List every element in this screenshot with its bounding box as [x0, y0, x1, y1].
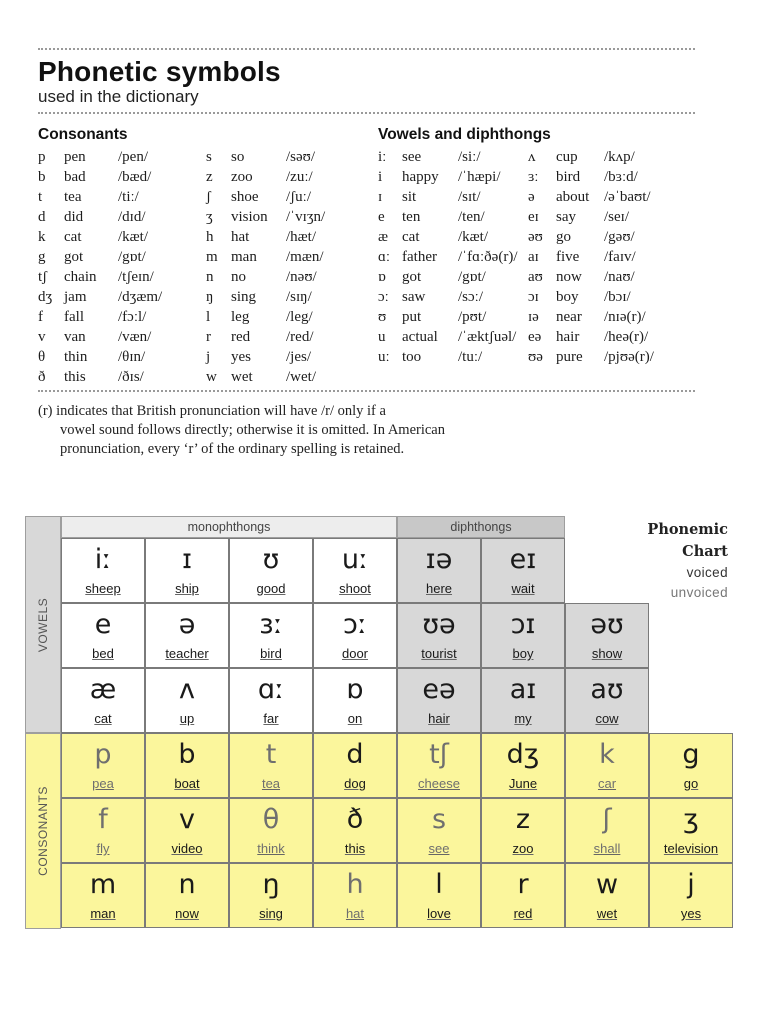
symbol: ʌ — [528, 149, 536, 165]
transcription: /nəʊ/ — [286, 269, 317, 285]
symbol: i — [378, 169, 383, 185]
example-word: go — [556, 229, 571, 245]
phoneme-cell — [145, 538, 229, 603]
symbol: ʊə — [528, 349, 543, 365]
transcription: /ten/ — [458, 209, 485, 225]
phoneme-cell — [481, 603, 565, 668]
phoneme-symbol: g — [682, 739, 700, 770]
symbol: æ — [378, 229, 389, 245]
symbol: ɑː — [378, 249, 391, 265]
example-word: ship — [175, 581, 199, 596]
example-word: ten — [402, 209, 421, 225]
example-word: did — [64, 209, 84, 225]
example-word: wet — [596, 906, 618, 921]
phoneme-symbol: eɪ — [509, 544, 537, 575]
phoneme-cell — [397, 733, 481, 798]
diphthongs-header: diphthongs — [397, 516, 565, 538]
phoneme-cell — [145, 863, 229, 928]
symbol: ʃ — [206, 189, 211, 205]
symbol: ɜː — [528, 169, 539, 185]
phoneme-cell — [481, 798, 565, 863]
example-word: June — [508, 776, 538, 791]
symbol: g — [38, 249, 46, 265]
phoneme-symbol: ð — [346, 804, 364, 835]
transcription: /gɒt/ — [118, 249, 146, 265]
symbol: ŋ — [206, 289, 214, 305]
example-word: cat — [64, 229, 82, 245]
phoneme-symbol: aʊ — [590, 674, 624, 705]
example-word: go — [683, 776, 699, 791]
legend-title: Chart — [682, 543, 728, 560]
example-word: love — [427, 906, 451, 921]
example-word: van — [64, 329, 86, 345]
example-word: yes — [231, 349, 251, 365]
phoneme-symbol: ʊ — [262, 544, 280, 575]
symbol: aɪ — [528, 249, 539, 265]
footnote-line: vowel sound follows directly; otherwise it is omitted. In American — [60, 422, 445, 438]
symbol: j — [206, 349, 211, 365]
example-word: think — [257, 841, 285, 856]
example-word: video — [171, 841, 203, 856]
transcription: /dʒæm/ — [118, 289, 163, 305]
symbol: h — [206, 229, 214, 245]
example-word: boy — [512, 646, 534, 661]
phoneme-symbol: ŋ — [262, 869, 280, 900]
phoneme-cell — [481, 668, 565, 733]
phoneme-cell — [61, 733, 145, 798]
symbol: z — [206, 169, 213, 185]
example-word: bed — [92, 646, 114, 661]
transcription: /pen/ — [118, 149, 148, 165]
example-word: here — [425, 581, 453, 596]
symbol: d — [38, 209, 46, 225]
transcription: /tuː/ — [458, 349, 483, 365]
example-word: hat — [231, 229, 250, 245]
example-word: cat — [402, 229, 420, 245]
example-word: man — [90, 906, 116, 921]
phoneme-symbol: r — [517, 869, 529, 900]
example-word: my — [514, 711, 532, 726]
top-divider — [38, 48, 695, 50]
phoneme-symbol: n — [178, 869, 196, 900]
phoneme-symbol: ʃ — [602, 804, 612, 835]
transcription: /kæt/ — [118, 229, 149, 245]
transcription: /nɪə(r)/ — [604, 309, 646, 325]
phoneme-cell — [565, 668, 649, 733]
example-word: father — [402, 249, 437, 265]
transcription: /səʊ/ — [286, 149, 316, 165]
phoneme-cell — [229, 798, 313, 863]
symbol: ɔː — [378, 289, 389, 305]
example-word: now — [175, 906, 199, 921]
symbol: ɪ — [378, 189, 383, 205]
example-word: vision — [231, 209, 268, 225]
phoneme-symbol: w — [595, 869, 619, 900]
example-word: zoo — [512, 841, 534, 856]
consonants-heading: Consonants — [38, 126, 128, 143]
transcription: /faɪv/ — [604, 249, 636, 265]
phoneme-symbol: m — [89, 869, 117, 900]
example-word: cup — [556, 149, 578, 165]
symbol: ʒ — [206, 209, 213, 225]
example-word: pea — [92, 776, 114, 791]
symbol: tʃ — [38, 269, 48, 285]
phoneme-cell — [61, 798, 145, 863]
phoneme-cell — [649, 733, 733, 798]
phoneme-cell — [565, 733, 649, 798]
phoneme-cell — [649, 863, 733, 928]
example-word: cat — [94, 711, 112, 726]
example-word: about — [556, 189, 590, 205]
symbol: ɒ — [378, 269, 386, 285]
symbol: u — [378, 329, 386, 345]
phoneme-cell — [145, 603, 229, 668]
symbol: w — [206, 369, 217, 385]
phoneme-cell — [313, 668, 397, 733]
example-word: now — [556, 269, 582, 285]
example-word: zoo — [231, 169, 253, 185]
phoneme-symbol: ɪ — [181, 544, 193, 575]
phoneme-cell — [145, 798, 229, 863]
transcription: /red/ — [286, 329, 314, 345]
phoneme-symbol: ʌ — [179, 674, 195, 705]
phoneme-cell — [145, 733, 229, 798]
legend-unvoiced: unvoiced — [670, 585, 728, 600]
example-word: car — [597, 776, 617, 791]
transcription: /dɪd/ — [118, 209, 146, 225]
phoneme-cell — [397, 798, 481, 863]
example-word: sing — [231, 289, 257, 305]
symbol: k — [38, 229, 46, 245]
transcription: /gəʊ/ — [604, 229, 635, 245]
phoneme-symbol: ɜː — [259, 609, 283, 640]
phoneme-cell — [313, 863, 397, 928]
phoneme-symbol: f — [98, 804, 108, 835]
symbol: ð — [38, 369, 46, 385]
phoneme-symbol: ɒ — [346, 674, 364, 705]
transcription: /siː/ — [458, 149, 481, 165]
transcription: /zuː/ — [286, 169, 313, 185]
list-bottom-divider — [38, 390, 695, 392]
example-word: sheep — [85, 581, 121, 596]
phoneme-cell — [229, 538, 313, 603]
transcription: /heə(r)/ — [604, 329, 649, 345]
example-word: up — [179, 711, 195, 726]
symbol: iː — [378, 149, 387, 165]
example-word: so — [231, 149, 245, 165]
example-word: tourist — [421, 646, 457, 661]
example-word: jam — [64, 289, 87, 305]
phoneme-cell — [397, 863, 481, 928]
example-word: this — [64, 369, 86, 385]
phonemic-chart — [25, 516, 736, 929]
transcription: /əˈbaʊt/ — [604, 189, 651, 205]
symbol: eə — [528, 329, 542, 345]
transcription: /pjʊə(r)/ — [604, 349, 654, 365]
phoneme-symbol: b — [178, 739, 196, 770]
transcription: /kʌp/ — [604, 149, 635, 165]
example-word: near — [556, 309, 582, 325]
phoneme-cell — [481, 733, 565, 798]
phoneme-cell — [565, 603, 649, 668]
symbol: dʒ — [38, 289, 53, 305]
example-word: leg — [231, 309, 250, 325]
phoneme-symbol: ʊə — [422, 609, 456, 640]
phoneme-cell — [61, 603, 145, 668]
phoneme-symbol: tʃ — [429, 739, 449, 770]
phoneme-symbol: æ — [89, 674, 117, 705]
phoneme-symbol: θ — [262, 804, 280, 835]
symbol: s — [206, 149, 212, 165]
transcription: /tiː/ — [118, 189, 139, 205]
symbol: e — [378, 209, 385, 225]
symbol: m — [206, 249, 218, 265]
symbol: l — [206, 309, 211, 325]
transcription: /ˈvɪʒn/ — [286, 209, 326, 225]
transcription: /bæd/ — [118, 169, 152, 185]
phoneme-cell — [565, 863, 649, 928]
symbol: aʊ — [528, 269, 543, 285]
symbol: ʊ — [378, 309, 387, 325]
example-word: sing — [259, 906, 283, 921]
example-word: happy — [402, 169, 439, 185]
transcription: /jes/ — [286, 349, 311, 365]
example-word: this — [344, 841, 366, 856]
consonants-band-label: CONSONANTS — [36, 786, 50, 876]
phoneme-cell — [61, 538, 145, 603]
example-word: yes — [680, 906, 702, 921]
phoneme-cell — [397, 668, 481, 733]
example-word: actual — [402, 329, 438, 345]
phoneme-cell — [649, 798, 733, 863]
example-word: door — [341, 646, 369, 661]
symbol: ə — [528, 189, 535, 205]
transcription: /tʃeɪn/ — [118, 269, 154, 285]
example-word: too — [402, 349, 422, 365]
example-word: hat — [345, 906, 365, 921]
phoneme-cell — [61, 863, 145, 928]
example-word: boy — [556, 289, 579, 305]
example-word: wait — [511, 581, 535, 596]
vowels-band-label: VOWELS — [36, 597, 51, 652]
transcription: /ˈhæpi/ — [458, 169, 501, 185]
example-word: bad — [64, 169, 86, 185]
example-word: sit — [402, 189, 417, 205]
page-title: Phonetic symbols — [38, 56, 281, 87]
phoneme-cell — [145, 668, 229, 733]
transcription: /ˈfɑːðə(r)/ — [458, 249, 518, 265]
symbol: t — [38, 189, 43, 205]
example-word: tea — [64, 189, 82, 205]
example-word: fly — [96, 841, 110, 856]
transcription: /bɜːd/ — [604, 169, 638, 185]
legend-voiced: voiced — [686, 565, 728, 580]
phoneme-symbol: j — [687, 869, 695, 900]
example-word: man — [231, 249, 257, 265]
phoneme-cell — [313, 538, 397, 603]
phoneme-symbol: v — [179, 804, 195, 835]
transcription: /fɔːl/ — [118, 309, 147, 325]
transcription: /leg/ — [286, 309, 313, 325]
phoneme-symbol: s — [431, 804, 447, 835]
phoneme-cell — [397, 603, 481, 668]
example-word: tea — [261, 776, 281, 791]
transcription: /naʊ/ — [604, 269, 635, 285]
example-word: thin — [64, 349, 88, 365]
symbol: θ — [38, 349, 46, 365]
r-footnote — [38, 402, 558, 459]
phoneme-symbol: ɔː — [343, 609, 367, 640]
phoneme-cell — [229, 603, 313, 668]
example-word: chain — [64, 269, 97, 285]
chart-legend — [647, 519, 728, 603]
symbol: v — [38, 329, 46, 345]
example-word: shall — [593, 841, 621, 856]
transcription: /kæt/ — [458, 229, 489, 245]
symbol: b — [38, 169, 46, 185]
phoneme-symbol: d — [346, 739, 364, 770]
symbol: p — [38, 149, 46, 165]
phoneme-symbol: uː — [341, 544, 369, 575]
phoneme-symbol: ɑː — [257, 674, 285, 705]
transcription: /væn/ — [118, 329, 152, 345]
example-word: on — [347, 711, 363, 726]
example-word: say — [556, 209, 576, 225]
phoneme-symbol: ə — [178, 609, 196, 640]
symbol: r — [206, 329, 211, 345]
example-word: shoe — [231, 189, 259, 205]
phoneme-cell — [229, 733, 313, 798]
transcription: /sɪt/ — [458, 189, 481, 205]
example-word: red — [231, 329, 251, 345]
example-word: cheese — [418, 776, 460, 791]
phoneme-symbol: z — [515, 804, 531, 835]
example-word: red — [513, 906, 533, 921]
phoneme-symbol: aɪ — [509, 674, 537, 705]
example-word: pure — [556, 349, 583, 365]
transcription: /gɒt/ — [458, 269, 486, 285]
phoneme-symbol: dʒ — [506, 739, 540, 770]
example-word: far — [263, 711, 279, 726]
transcription: /ʃuː/ — [286, 189, 311, 205]
transcription: /pʊt/ — [458, 309, 487, 325]
vowels-band — [25, 516, 61, 733]
example-word: dog — [344, 776, 366, 791]
header-divider — [38, 112, 695, 114]
phoneme-symbol: t — [265, 739, 277, 770]
symbol: eɪ — [528, 209, 539, 225]
example-word: got — [64, 249, 84, 265]
transcription: /sɔː/ — [458, 289, 483, 305]
phoneme-symbol: ʒ — [683, 804, 699, 835]
phoneme-cell — [229, 863, 313, 928]
example-word: hair — [556, 329, 580, 345]
phoneme-cell — [313, 798, 397, 863]
phoneme-cell — [565, 798, 649, 863]
symbol: ɪə — [528, 309, 539, 325]
example-word: bird — [260, 646, 282, 661]
monophthongs-header: monophthongs — [61, 516, 397, 538]
phoneme-symbol: eə — [422, 674, 456, 705]
transcription: /ðɪs/ — [118, 369, 144, 385]
transcription: /bɔɪ/ — [604, 289, 631, 305]
phoneme-symbol: k — [599, 739, 615, 770]
symbol: uː — [378, 349, 390, 365]
consonants-band — [25, 733, 61, 929]
legend-title: Phonemic — [647, 521, 728, 538]
phoneme-cell — [397, 538, 481, 603]
example-word: got — [402, 269, 422, 285]
example-word: shoot — [339, 581, 371, 596]
phoneme-symbol: h — [346, 869, 364, 900]
footnote-line: pronunciation, every ‘r’ of the ordinary spelling is retained. — [60, 441, 405, 457]
example-word: good — [256, 581, 286, 596]
example-word: hair — [428, 711, 450, 726]
phoneme-cell — [229, 668, 313, 733]
transcription: /θɪn/ — [118, 349, 146, 365]
transcription: /seɪ/ — [604, 209, 629, 225]
phoneme-cell — [313, 603, 397, 668]
example-word: saw — [402, 289, 426, 305]
phoneme-cell — [313, 733, 397, 798]
example-word: see — [428, 841, 450, 856]
example-word: cow — [595, 711, 619, 726]
example-word: five — [556, 249, 580, 265]
phoneme-symbol: p — [94, 739, 112, 770]
example-word: fall — [64, 309, 84, 325]
transcription: /sɪŋ/ — [286, 289, 312, 305]
example-word: show — [591, 646, 623, 661]
symbol: əʊ — [528, 229, 543, 245]
example-word: see — [402, 149, 422, 165]
symbol: ɔɪ — [528, 289, 539, 305]
symbol: n — [206, 269, 214, 285]
transcription: /hæt/ — [286, 229, 317, 245]
phoneme-cell — [481, 863, 565, 928]
phoneme-symbol: e — [94, 609, 112, 640]
example-word: television — [663, 841, 719, 856]
example-word: bird — [556, 169, 581, 185]
vowels-heading: Vowels and diphthongs — [378, 126, 551, 143]
phoneme-cell — [61, 668, 145, 733]
phoneme-cell — [481, 538, 565, 603]
phoneme-symbol: l — [435, 869, 443, 900]
phoneme-symbol: iː — [94, 544, 112, 575]
example-word: boat — [174, 776, 200, 791]
symbol: f — [38, 309, 43, 325]
example-word: put — [402, 309, 422, 325]
page-subtitle: used in the dictionary — [38, 87, 199, 106]
example-word: pen — [64, 149, 86, 165]
example-word: teacher — [165, 646, 209, 661]
example-word: no — [231, 269, 246, 285]
transcription: /mæn/ — [286, 249, 324, 265]
phoneme-symbol: ɪə — [425, 544, 453, 575]
transcription: /ˈæktʃuəl/ — [458, 329, 517, 345]
phoneme-symbol: əʊ — [590, 609, 624, 640]
phoneme-symbol: ɔɪ — [510, 609, 536, 640]
transcription: /wet/ — [286, 369, 316, 385]
footnote-line: (r) indicates that British pronunciation will have /r/ only if a — [38, 403, 386, 419]
example-word: wet — [231, 369, 253, 385]
